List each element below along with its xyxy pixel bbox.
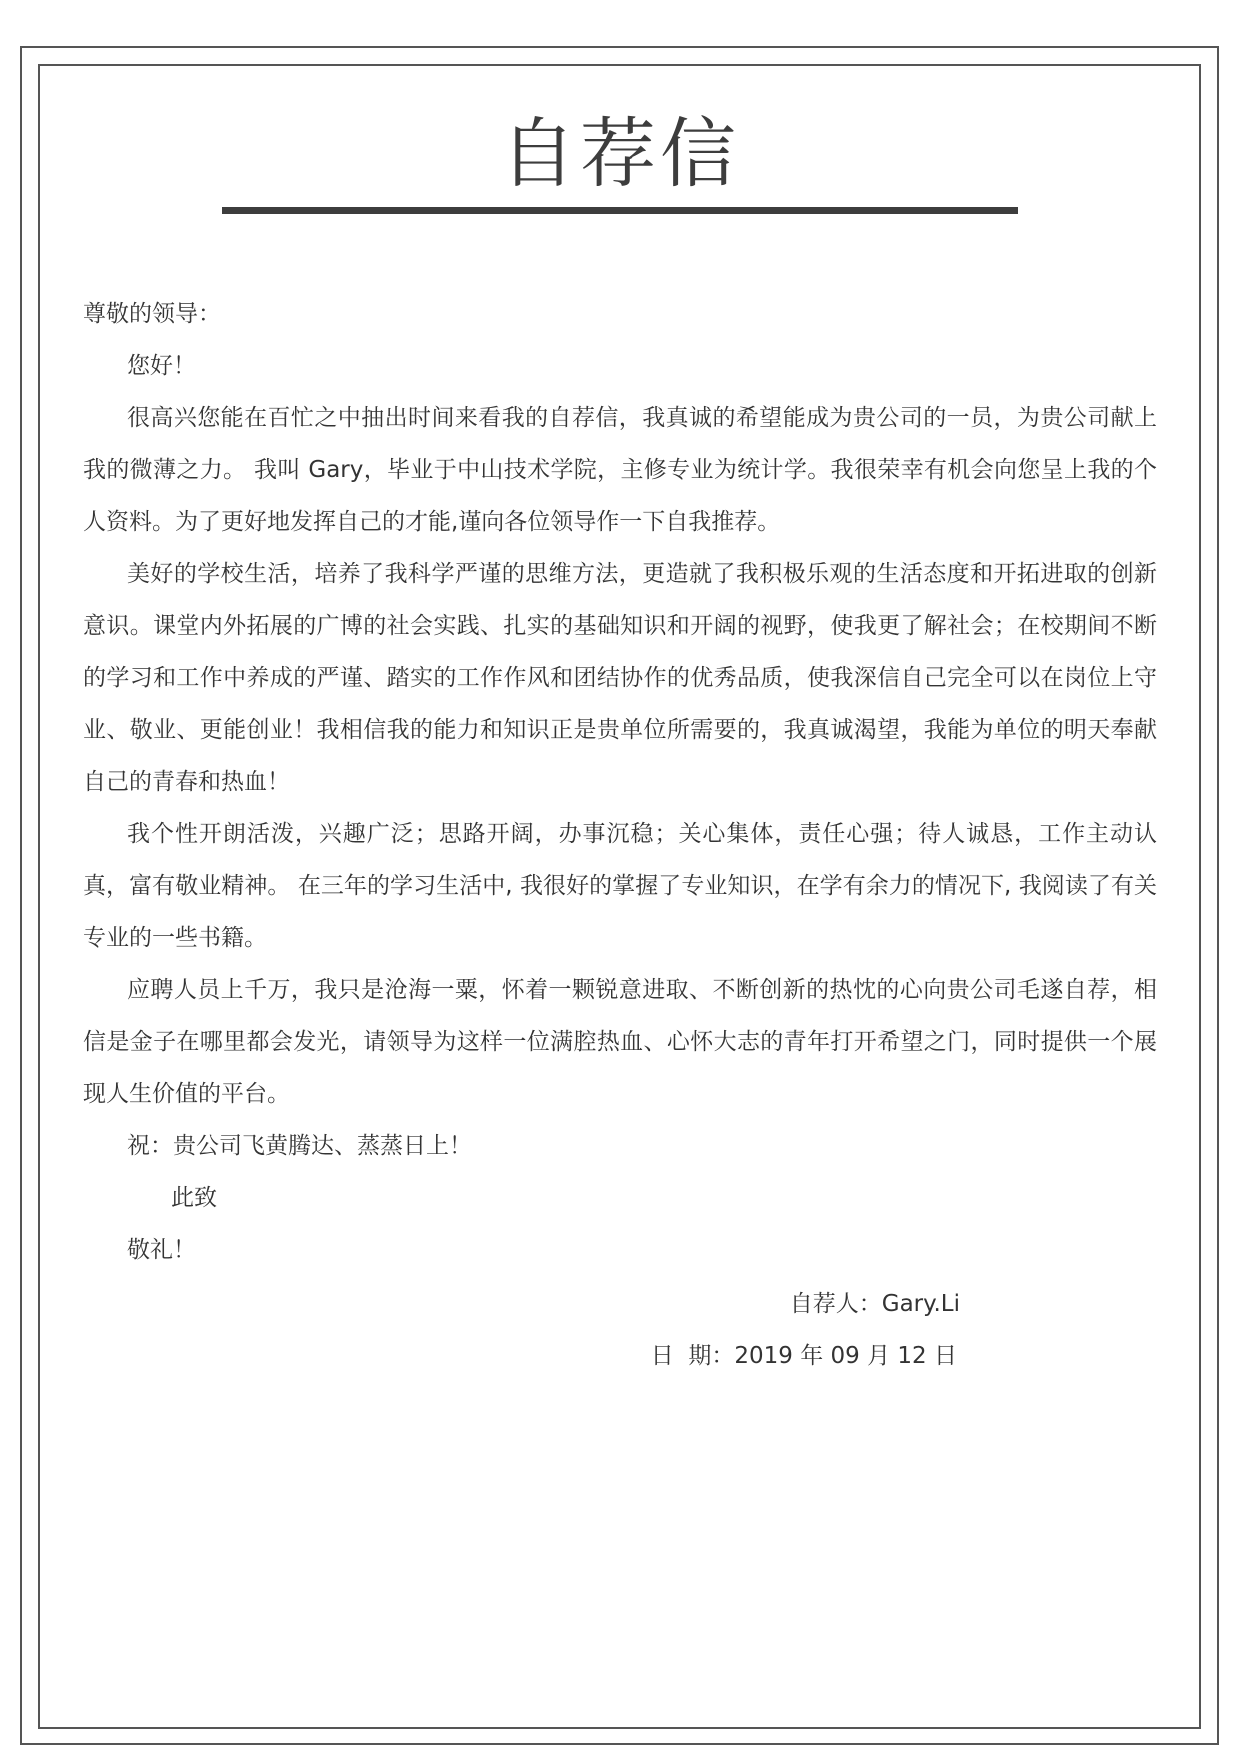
letter-body (83, 288, 1157, 1276)
wish-line: 祝：贵公司飞黄腾达、蒸蒸日上！ (127, 1133, 472, 1159)
paragraph-personality: 我个性开朗活泼，兴趣广泛；思路开阔，办事沉稳；关心集体，责任心强；待人诚恳，工作主动认真，富有敬业精神。 在三年的学习生活中, 我很好的掌握了专业知识，在学有余力的情况下, 我阅读了有关专业的一些书籍。 (83, 821, 1157, 951)
signature: 自荐人：Gary.Li (789, 1291, 960, 1317)
title-underline (222, 207, 1018, 214)
paragraph-intro: 很高兴您能在百忙之中抽出时间来看我的自荐信，我真诚的希望能成为贵公司的一员，为贵公司献上我的微薄之力。 我叫 Gary，毕业于中山技术学院，主修专业为统计学。我很荣幸有机会向您呈上我的个人资料。为了更好地发挥自己的才能,谨向各位领导作一下自我推荐。 (83, 405, 1157, 535)
date-line: 日 期：2019 年 09 月 12 日 (650, 1343, 957, 1369)
closing-jing-li: 敬礼！ (127, 1237, 196, 1263)
greeting: 您好！ (127, 353, 196, 379)
letter-title: 自荐信 (500, 109, 740, 198)
closing-ci-zhi: 此致 (171, 1185, 217, 1211)
salutation: 尊敬的领导： (83, 301, 221, 327)
paragraph-school-life: 美好的学校生活，培养了我科学严谨的思维方法，更造就了我积极乐观的生活态度和开拓进取的创新意识。课堂内外拓展的广博的社会实践、扎实的基础知识和开阔的视野，使我更了解社会；在校期间不断的学习和工作中养成的严谨、踏实的工作作风和团结协作的优秀品质，使我深信自己完全可以在岗位上守业、敬业、更能创业！我相信我的能力和知识正是贵单位所需要的，我真诚渴望，我能为单位的明天奉献自己的青春和热血！ (83, 561, 1157, 795)
paragraph-application: 应聘人员上千万，我只是沧海一粟，怀着一颗锐意进取、不断创新的热忱的心向贵公司毛遂自荐，相信是金子在哪里都会发光，请领导为这样一位满腔热血、心怀大志的青年打开希望之门，同时提供一个展现人生价值的平台。 (83, 977, 1157, 1107)
